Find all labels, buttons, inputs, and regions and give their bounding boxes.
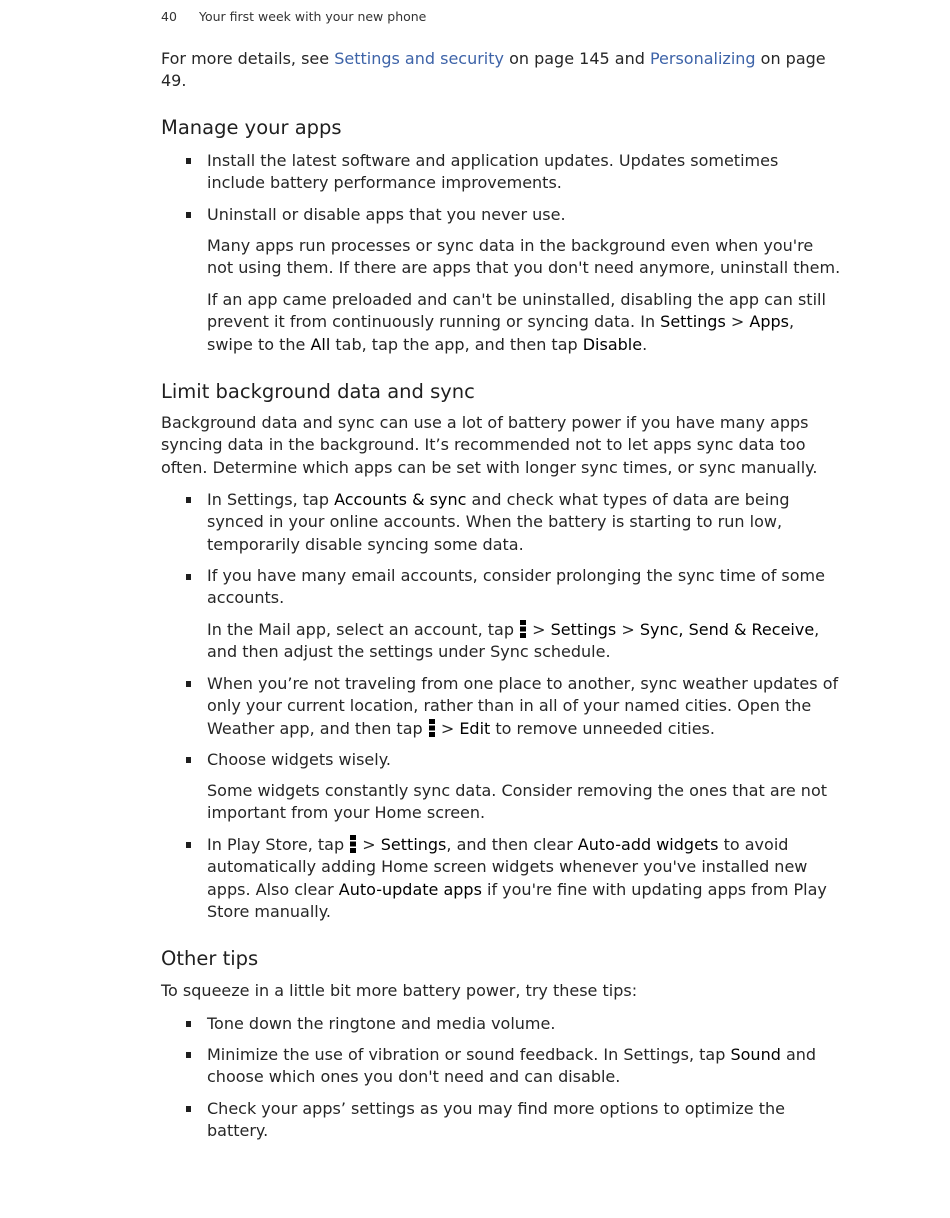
bullet-marker: [186, 757, 191, 763]
personalizing-link[interactable]: Personalizing: [649, 49, 756, 68]
paragraph-uninstall-details: Many apps run processes or sync data in the background even when you're not using them. If there are apps that you don't need anymore, uninstall them.: [207, 236, 841, 278]
settings-and-security-link[interactable]: Settings and security: [334, 49, 504, 68]
bullet-marker: [186, 497, 191, 503]
intro-paragraph: [161, 48, 841, 93]
paragraph-widgets: Some widgets constantly sync data. Consider removing the ones that are not important from your Home screen.: [207, 781, 828, 823]
paragraph-background-data: Background data and sync can use a lot of battery power if you have many apps syncing data in the background. It’s recommended not to let apps sync data too often. Determine which apps can be set with longer sync times, or sync manually.: [161, 413, 818, 477]
list-item: [207, 673, 841, 740]
ui-term-settings: Settings: [380, 835, 447, 854]
intro-text-end: on page 49.: [161, 49, 826, 91]
heading-other-tips: Other tips: [161, 947, 259, 970]
list-item: [207, 489, 841, 556]
ui-term-auto-add-widgets: Auto-add widgets: [577, 835, 719, 854]
bullet-marker: [186, 574, 191, 580]
more-menu-icon: [429, 719, 435, 737]
ui-term-apps: Apps: [749, 312, 789, 332]
text: In Play Store, tap: [207, 835, 350, 854]
bullet-marker: [186, 158, 191, 164]
intro-text-mid: on page 145 and: [503, 49, 650, 68]
more-menu-icon: [520, 620, 526, 638]
text: When you’re not traveling from one place to another, sync weather updates of only your current location, rather than in all of your named cities. Open the Weather app, and then tap: [207, 674, 839, 738]
list-item: [207, 834, 841, 923]
running-header: [161, 9, 426, 24]
ui-term-auto-update-apps: Auto-update apps: [338, 879, 482, 899]
page-number: 40: [161, 9, 177, 24]
ui-term-sound: Sound: [730, 1045, 781, 1064]
list-item: Choose widgets wisely.: [207, 750, 391, 769]
text: , swipe to the: [207, 312, 795, 354]
bullet-marker: [186, 842, 191, 848]
ui-term-settings: Settings: [660, 312, 726, 332]
text: , and then clear: [446, 835, 578, 854]
ui-term-all: All: [310, 334, 331, 354]
ui-term-accounts-sync: Accounts & sync: [334, 490, 467, 509]
list-item: Tone down the ringtone and media volume.: [207, 1014, 556, 1033]
bullet-marker: [186, 681, 191, 687]
list-item: Uninstall or disable apps that you never use.: [207, 205, 566, 224]
list-item: Check your apps’ settings as you may find more options to optimize the battery.: [207, 1099, 785, 1141]
intro-text: For more details, see: [161, 49, 335, 68]
text: >: [435, 718, 460, 738]
text: , and then adjust the settings under Sync schedule.: [207, 620, 820, 662]
text: and check what types of data are being synced in your online accounts. When the battery is starting to run low, temporarily disable syncing some data.: [207, 490, 790, 554]
more-menu-icon: [350, 835, 356, 853]
list-item: If you have many email accounts, consider prolonging the sync time of some accounts.: [207, 566, 825, 608]
paragraph-disable-details: [207, 289, 841, 356]
list-item: Install the latest software and application updates. Updates sometimes include battery performance improvements.: [207, 151, 779, 193]
text: In the Mail app, select an account, tap: [207, 620, 520, 639]
ui-term-settings: Settings: [550, 620, 617, 639]
chapter-title: Your first week with your new phone: [199, 9, 427, 24]
bullet-marker: [186, 1021, 191, 1027]
text: If an app came preloaded and can't be uninstalled, disabling the app can still prevent it from continuously running or syncing data. In: [207, 290, 826, 332]
paragraph-mail-app: [207, 619, 841, 664]
paragraph-other-tips-intro: To squeeze in a little bit more battery power, try these tips:: [161, 981, 638, 1000]
bullet-marker: [186, 1106, 191, 1112]
list-item: [207, 1044, 841, 1089]
text: >: [725, 312, 750, 332]
text: if you're fine with updating apps from Play Store manually.: [207, 879, 827, 921]
text: In Settings, tap: [207, 490, 335, 509]
heading-manage-your-apps: Manage your apps: [161, 116, 342, 139]
text: to remove unneeded cities.: [490, 718, 715, 738]
bullet-marker: [186, 1052, 191, 1058]
text: >: [357, 835, 381, 854]
text: >: [527, 620, 551, 639]
text: and choose which ones you don't need and can disable.: [207, 1045, 817, 1087]
ui-term-sync-send-receive: Sync, Send & Receive: [639, 620, 815, 639]
heading-limit-background-data: Limit background data and sync: [161, 380, 475, 403]
bullet-marker: [186, 212, 191, 218]
ui-term-disable: Disable: [582, 334, 643, 354]
ui-term-edit: Edit: [459, 718, 491, 738]
text: Minimize the use of vibration or sound feedback. In Settings, tap: [207, 1045, 731, 1064]
text: to avoid automatically adding Home screen widgets whenever you've installed new apps. Also clear: [207, 835, 808, 899]
text: .: [642, 334, 648, 354]
text: >: [616, 620, 640, 639]
text: tab, tap the app, and then tap: [330, 334, 583, 354]
